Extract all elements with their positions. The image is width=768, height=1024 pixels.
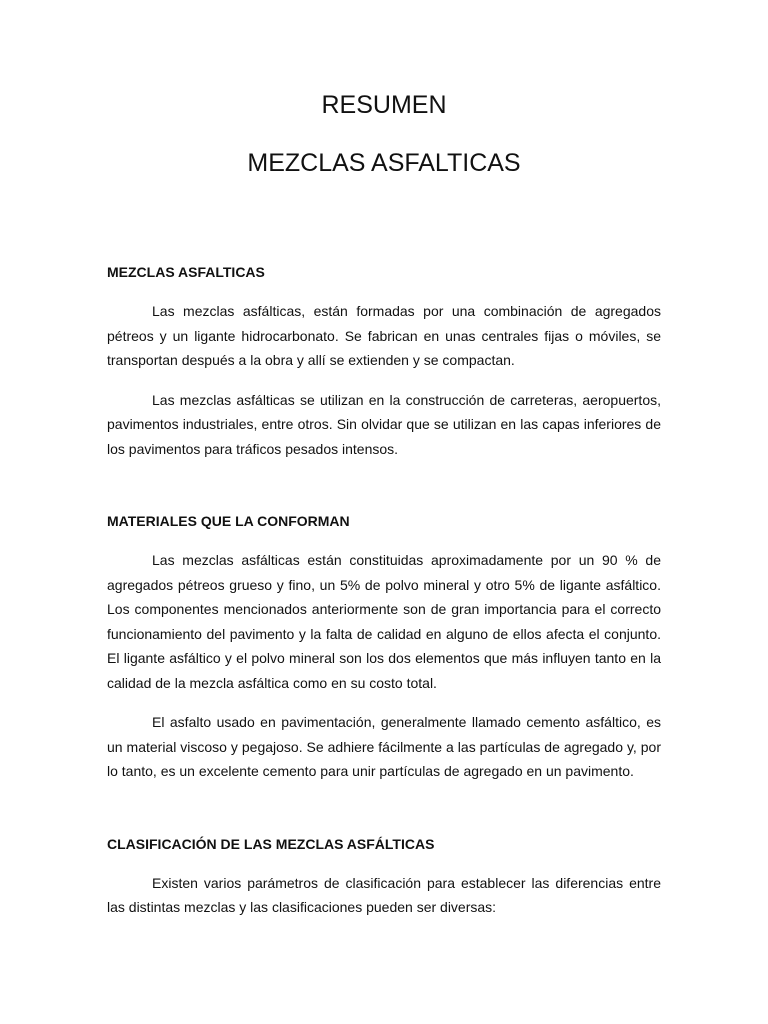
section-heading-mezclas: MEZCLAS ASFALTICAS [107, 264, 265, 280]
document-body [107, 262, 661, 920]
document-title: RESUMEN [321, 91, 447, 119]
paragraph: Las mezclas asfálticas están constituidas aproximadamente por un 90 % de agregados pétreos grueso y fino, un 5% de polvo mineral y otro 5% de ligante asfáltico. Los componentes mencionados anteriormente son de gran importancia para el correcto funcionamiento del pavimento y la falta de calidad en alguno de ellos afecta el conjunto. El ligante asfáltico y el polvo mineral son los dos elementos que más influyen tanto en la calidad de la mezcla asfáltica como en su costo total. [107, 552, 661, 691]
section-heading-materiales: MATERIALES QUE LA CONFORMAN [107, 513, 350, 529]
section-heading-clasificacion: CLASIFICACIÓN DE LAS MEZCLAS ASFÁLTICAS [107, 835, 435, 852]
paragraph: Existen varios parámetros de clasificación para establecer las diferencias entre las distintas mezclas y las clasificaciones pueden ser diversas: [107, 874, 661, 915]
paragraph: El asfalto usado en pavimentación, generalmente llamado cemento asfáltico, es un material viscoso y pegajoso. Se adhiere fácilmente a las partículas de agregado y, por lo tanto, es un excelente cemento para unir partículas de agregado en un pavimento. [107, 714, 661, 779]
paragraph: Las mezclas asfálticas, están formadas por una combinación de agregados pétreos y un ligante hidrocarbonato. Se fabrican en unas centrales fijas o móviles, se transportan después a la obra y allí se extienden y se compactan. [107, 303, 661, 368]
document-subtitle: MEZCLAS ASFALTICAS [247, 149, 521, 177]
paragraph: Las mezclas asfálticas se utilizan en la construcción de carreteras, aeropuertos, pavimentos industriales, entre otros. Sin olvidar que se utilizan en las capas inferiores de los pavimentos para tráficos pesados intensos. [107, 391, 661, 457]
